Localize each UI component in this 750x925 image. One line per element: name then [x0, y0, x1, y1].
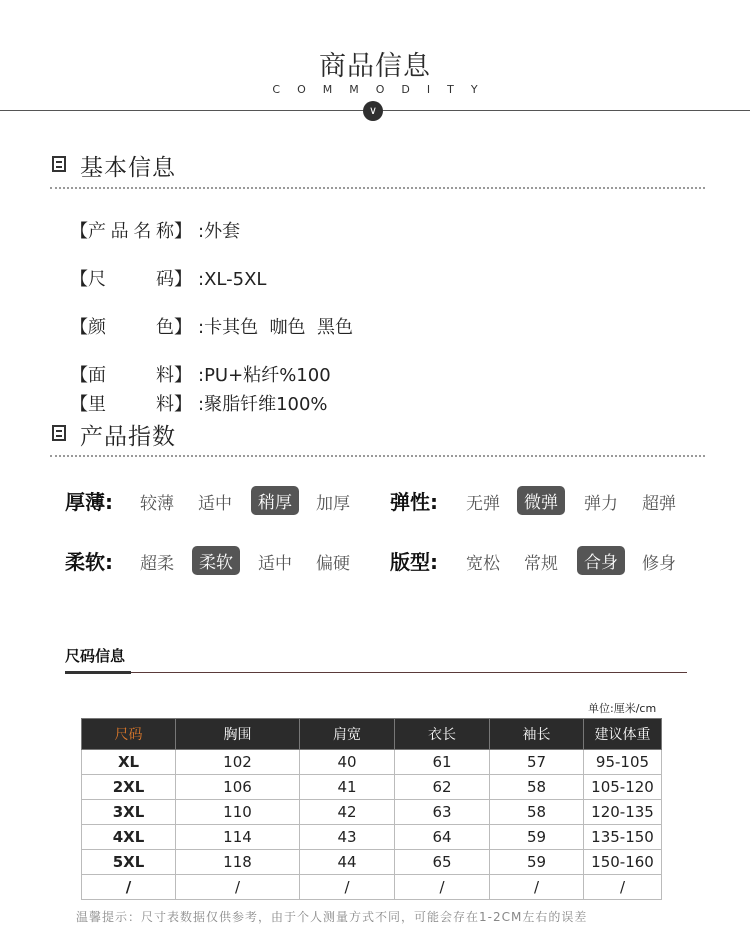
- table-cell: 5XL: [82, 850, 176, 875]
- table-cell: 114: [176, 825, 300, 850]
- table-cell: /: [584, 875, 662, 900]
- table-cell: 44: [300, 850, 395, 875]
- info-value: 聚脂钎维100%: [204, 394, 328, 415]
- table-cell: 58: [490, 800, 584, 825]
- table-cell: 42: [300, 800, 395, 825]
- index-option: 超柔: [140, 554, 174, 574]
- table-cell: 43: [300, 825, 395, 850]
- column-header: 肩宽: [300, 719, 395, 750]
- table-row: [82, 850, 662, 875]
- info-row-color: 【 颜 色 】 :卡其色 咖色 黑色: [70, 313, 353, 339]
- table-cell: /: [395, 875, 490, 900]
- table-row: [82, 775, 662, 800]
- table-cell: /: [490, 875, 584, 900]
- table-cell: 59: [490, 825, 584, 850]
- table-cell: 118: [176, 850, 300, 875]
- index-option: 适中: [198, 494, 232, 514]
- info-row-name: 【 产 品 名 称 】 :外套: [70, 217, 240, 243]
- info-value: XL-5XL: [204, 269, 267, 290]
- table-cell: 105-120: [584, 775, 662, 800]
- table-row: [82, 800, 662, 825]
- column-header: 衣长: [395, 719, 490, 750]
- dotted-divider: [50, 455, 705, 457]
- dotted-divider: [50, 187, 705, 189]
- index-label-softness: 柔软:: [65, 550, 113, 574]
- table-cell: 4XL: [82, 825, 176, 850]
- table-cell: 65: [395, 850, 490, 875]
- table-cell: 2XL: [82, 775, 176, 800]
- table-cell: 135-150: [584, 825, 662, 850]
- table-cell: /: [82, 875, 176, 900]
- index-option: 宽松: [466, 554, 500, 574]
- page-title: 商品信息: [319, 51, 431, 82]
- index-option-selected: 微弹: [517, 486, 565, 515]
- size-info-underline: [65, 671, 131, 674]
- index-option: 常规: [524, 554, 558, 574]
- index-option: 无弹: [466, 494, 500, 514]
- table-cell: 57: [490, 750, 584, 775]
- table-cell: /: [176, 875, 300, 900]
- info-row-lining: 【 里 料 】 :聚脂钎维100%: [70, 390, 328, 416]
- info-row-fabric: 【 面 料 】 :PU+粘纤%100: [70, 361, 331, 387]
- info-value: PU+粘纤%100: [204, 365, 331, 386]
- table-cell: /: [300, 875, 395, 900]
- index-option: 加厚: [316, 494, 350, 514]
- size-info-heading: 尺码信息: [65, 647, 126, 665]
- basic-info-heading: 基本信息: [80, 155, 176, 181]
- table-cell: 120-135: [584, 800, 662, 825]
- index-option-selected: 柔软: [192, 546, 240, 575]
- column-header: 建议体重: [584, 719, 662, 750]
- size-info-divider: [65, 672, 687, 673]
- table-cell: 58: [490, 775, 584, 800]
- table-row: [82, 750, 662, 775]
- table-cell: 3XL: [82, 800, 176, 825]
- index-option: 修身: [642, 554, 676, 574]
- index-option: 较薄: [140, 494, 174, 514]
- table-cell: XL: [82, 750, 176, 775]
- table-cell: 64: [395, 825, 490, 850]
- index-option: 弹力: [584, 494, 618, 514]
- table-cell: 95-105: [584, 750, 662, 775]
- column-header: 尺码: [82, 719, 176, 750]
- table-cell: 40: [300, 750, 395, 775]
- info-value: 外套: [204, 221, 241, 242]
- index-option-selected: 合身: [577, 546, 625, 575]
- table-row: [82, 875, 662, 900]
- page-subtitle: COMMODITY: [272, 83, 495, 96]
- index-option: 偏硬: [316, 554, 350, 574]
- info-row-size: 【 尺 码 】 :XL-5XL: [70, 269, 267, 290]
- table-cell: 150-160: [584, 850, 662, 875]
- table-cell: 63: [395, 800, 490, 825]
- table-cell: 106: [176, 775, 300, 800]
- index-option: 适中: [258, 554, 292, 574]
- column-header: 胸围: [176, 719, 300, 750]
- info-value: 卡其色 咖色 黑色: [204, 317, 353, 338]
- index-option-selected: 稍厚: [251, 486, 299, 515]
- index-label-thickness: 厚薄:: [65, 490, 113, 514]
- size-table: [81, 718, 662, 900]
- document-icon: [52, 425, 66, 441]
- table-cell: 62: [395, 775, 490, 800]
- unit-label: 单位:厘米/cm: [588, 702, 657, 715]
- index-label-fit: 版型:: [390, 550, 438, 574]
- document-icon: [52, 156, 66, 172]
- table-header-row: [82, 719, 662, 750]
- column-header: 袖长: [490, 719, 584, 750]
- table-cell: 110: [176, 800, 300, 825]
- table-cell: 59: [490, 850, 584, 875]
- index-label-elasticity: 弹性:: [390, 490, 438, 514]
- product-index-heading: 产品指数: [80, 424, 176, 450]
- chevron-down-icon: ∨: [363, 101, 383, 121]
- table-cell: 41: [300, 775, 395, 800]
- table-row: [82, 825, 662, 850]
- table-cell: 61: [395, 750, 490, 775]
- size-note: 温馨提示：尺寸表数据仅供参考，由于个人测量方式不同，可能会存在1-2CM左右的误差: [76, 910, 588, 924]
- index-option: 超弹: [642, 494, 676, 514]
- table-cell: 102: [176, 750, 300, 775]
